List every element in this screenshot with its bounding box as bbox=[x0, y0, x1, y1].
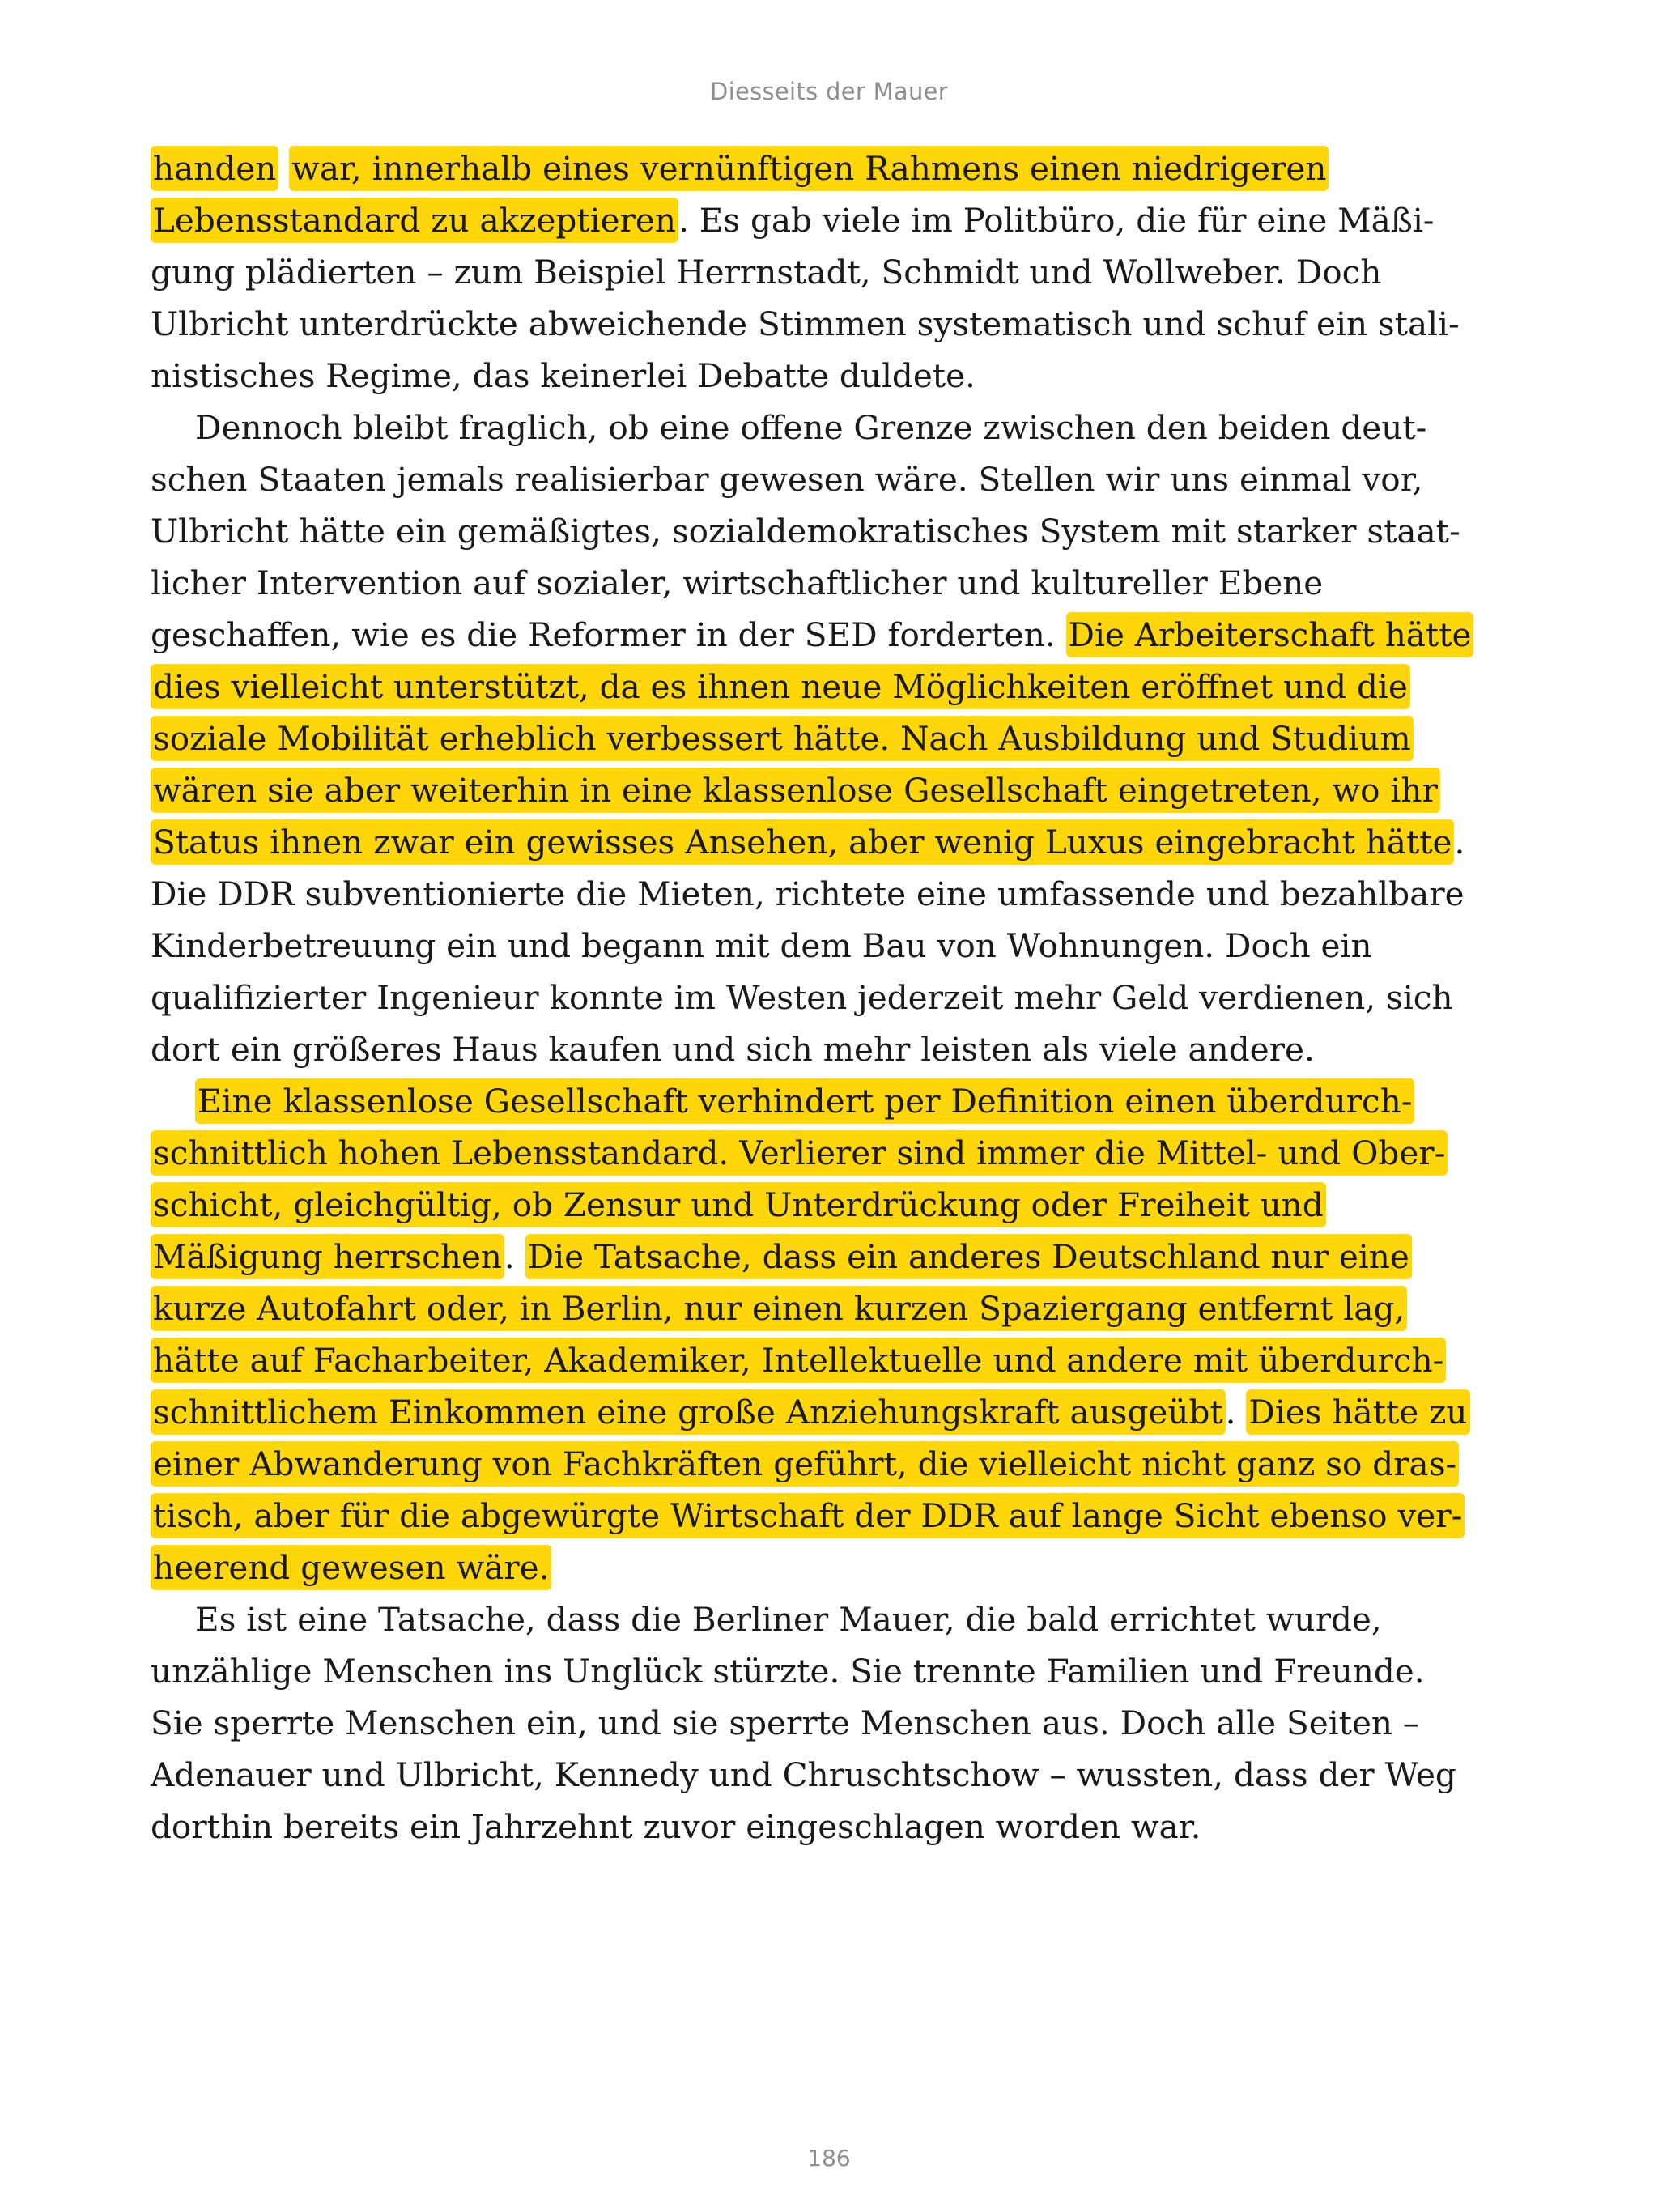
body-text-run: geschaffen, wie es die Reformer in der SED forderten. bbox=[151, 615, 1066, 654]
text-line[interactable] bbox=[151, 1283, 1519, 1334]
text-line[interactable] bbox=[151, 350, 1519, 402]
text-line[interactable] bbox=[151, 713, 1519, 764]
body-text-run: dorthin bereits ein Jahrzehnt zuvor eingeschlagen worden war. bbox=[151, 1807, 1201, 1846]
text-line[interactable] bbox=[151, 920, 1519, 972]
text-line[interactable] bbox=[151, 1593, 1519, 1645]
text-line[interactable] bbox=[151, 972, 1519, 1023]
highlighted-text[interactable]: war, innerhalb eines vernünftigen Rahmens einen niedrigeren bbox=[289, 146, 1329, 191]
text-line[interactable] bbox=[151, 764, 1519, 816]
body-text-run: Adenauer und Ulbricht, Kennedy und Chruschtschow – wussten, dass der Weg bbox=[151, 1755, 1456, 1794]
highlighted-text[interactable]: schnittlich hohen Lebensstandard. Verlierer sind immer die Mittel- und Ober- bbox=[151, 1130, 1448, 1176]
body-text-run: . Es gab viele im Politbüro, die für eine Mäßi- bbox=[678, 201, 1435, 240]
highlighted-text[interactable]: wären sie aber weiterhin in eine klassenlose Gesellschaft eingetreten, wo ihr bbox=[151, 768, 1440, 813]
body-text-run: nistisches Regime, das keinerlei Debatte duldete. bbox=[151, 356, 976, 395]
body-text-run: Ulbricht unterdrückte abweichende Stimmen systematisch und schuf ein stali- bbox=[151, 304, 1460, 343]
text-line[interactable] bbox=[151, 868, 1519, 920]
highlighted-text[interactable]: einer Abwanderung von Fachkräften geführt, die vielleicht nicht ganz so dras- bbox=[151, 1441, 1459, 1487]
body-text-run: . bbox=[1454, 823, 1465, 861]
body-text-run: Es ist eine Tatsache, dass die Berliner Mauer, die bald errichtet wurde, bbox=[195, 1600, 1382, 1639]
text-line[interactable] bbox=[151, 609, 1519, 661]
text-line[interactable] bbox=[151, 505, 1519, 557]
text-line[interactable] bbox=[151, 557, 1519, 609]
text-line[interactable] bbox=[151, 1127, 1519, 1179]
running-header-title: Diesseits der Mauer bbox=[709, 78, 949, 105]
body-text-run: qualifizierter Ingenieur konnte im Westen jederzeit mehr Geld verdienen, sich bbox=[151, 978, 1453, 1017]
text-line[interactable] bbox=[151, 143, 1519, 194]
body-text[interactable] bbox=[151, 143, 1519, 1853]
highlighted-text[interactable]: Lebensstandard zu akzeptieren bbox=[151, 198, 678, 243]
body-text-run: Sie sperrte Menschen ein, und sie sperrte Menschen aus. Doch alle Seiten – bbox=[151, 1704, 1420, 1742]
highlighted-text[interactable]: handen bbox=[151, 146, 278, 191]
body-text-run: schen Staaten jemals realisierbar gewesen wäre. Stellen wir uns einmal vor, bbox=[151, 460, 1423, 499]
text-line[interactable] bbox=[151, 661, 1519, 713]
text-line[interactable] bbox=[151, 1386, 1519, 1438]
highlighted-text[interactable]: Dies hätte zu bbox=[1246, 1389, 1469, 1435]
body-text-run: dort ein größeres Haus kaufen und sich mehr leisten als viele andere. bbox=[151, 1030, 1315, 1069]
highlighted-text[interactable]: heerend gewesen wäre. bbox=[151, 1545, 551, 1590]
body-text-run: gung plädierten – zum Beispiel Herrnstadt, Schmidt und Wollweber. Doch bbox=[151, 253, 1382, 291]
text-line[interactable] bbox=[151, 1697, 1519, 1749]
text-line[interactable] bbox=[151, 1645, 1519, 1697]
highlighted-text[interactable]: schicht, gleichgültig, ob Zensur und Unterdrückung oder Freiheit und bbox=[151, 1182, 1326, 1227]
text-line[interactable] bbox=[151, 1231, 1519, 1283]
body-text-run: . bbox=[1225, 1393, 1247, 1431]
highlighted-text[interactable]: hätte auf Facharbeiter, Akademiker, Intellektuelle und andere mit überdurch- bbox=[151, 1338, 1446, 1383]
highlighted-text[interactable]: Mäßigung herrschen bbox=[151, 1234, 504, 1279]
text-line[interactable] bbox=[151, 1542, 1519, 1593]
highlighted-text[interactable]: Status ihnen zwar ein gewisses Ansehen, aber wenig Luxus eingebracht hätte bbox=[151, 819, 1454, 865]
text-line[interactable] bbox=[151, 453, 1519, 505]
highlighted-text[interactable]: kurze Autofahrt oder, in Berlin, nur einen kurzen Spaziergang entfernt lag, bbox=[151, 1286, 1407, 1331]
body-text-run: licher Intervention auf sozialer, wirtschaftlicher und kultureller Ebene bbox=[151, 564, 1324, 602]
text-line[interactable] bbox=[151, 1438, 1519, 1490]
text-line[interactable] bbox=[151, 1490, 1519, 1542]
body-text-run bbox=[278, 149, 289, 188]
text-line[interactable] bbox=[151, 1075, 1519, 1127]
body-text-run: unzählige Menschen ins Unglück stürzte. Sie trennte Familien und Freunde. bbox=[151, 1652, 1425, 1691]
highlighted-text[interactable]: tisch, aber für die abgewürgte Wirtschaft der DDR auf lange Sicht ebenso ver- bbox=[151, 1493, 1465, 1538]
page-number: 186 bbox=[807, 2145, 851, 2172]
text-line[interactable] bbox=[151, 246, 1519, 298]
highlighted-text[interactable]: dies vielleicht unterstützt, da es ihnen neue Möglichkeiten eröffnet und die bbox=[151, 664, 1410, 709]
highlighted-text[interactable]: Die Tatsache, dass ein anderes Deutschland nur eine bbox=[525, 1234, 1412, 1279]
highlighted-text[interactable]: Eine klassenlose Gesellschaft verhindert per Definition einen überdurch- bbox=[195, 1078, 1414, 1124]
text-line[interactable] bbox=[151, 1179, 1519, 1231]
body-text-run: . bbox=[504, 1237, 525, 1276]
highlighted-text[interactable]: schnittlichem Einkommen eine große Anziehungskraft ausgeübt bbox=[151, 1389, 1226, 1435]
highlighted-text[interactable]: soziale Mobilität erheblich verbessert hätte. Nach Ausbildung und Studium bbox=[151, 716, 1414, 761]
text-line[interactable] bbox=[151, 1334, 1519, 1386]
body-text-run: Ulbricht hätte ein gemäßigtes, sozialdemokratisches System mit starker staat- bbox=[151, 512, 1460, 551]
text-line[interactable] bbox=[151, 298, 1519, 350]
body-text-run: Die DDR subventionierte die Mieten, richtete eine umfassende und bezahlbare bbox=[151, 874, 1465, 913]
body-text-run: Dennoch bleibt fraglich, ob eine offene Grenze zwischen den beiden deut- bbox=[195, 408, 1427, 447]
text-line[interactable] bbox=[151, 194, 1519, 246]
text-line[interactable] bbox=[151, 816, 1519, 868]
highlighted-text[interactable]: Die Arbeiterschaft hätte bbox=[1066, 612, 1474, 657]
text-line[interactable] bbox=[151, 1749, 1519, 1801]
body-text-run: Kinderbetreuung ein und begann mit dem Bau von Wohnungen. Doch ein bbox=[151, 926, 1372, 965]
text-line[interactable] bbox=[151, 1023, 1519, 1075]
text-line[interactable] bbox=[151, 1801, 1519, 1853]
text-line[interactable] bbox=[151, 402, 1519, 453]
